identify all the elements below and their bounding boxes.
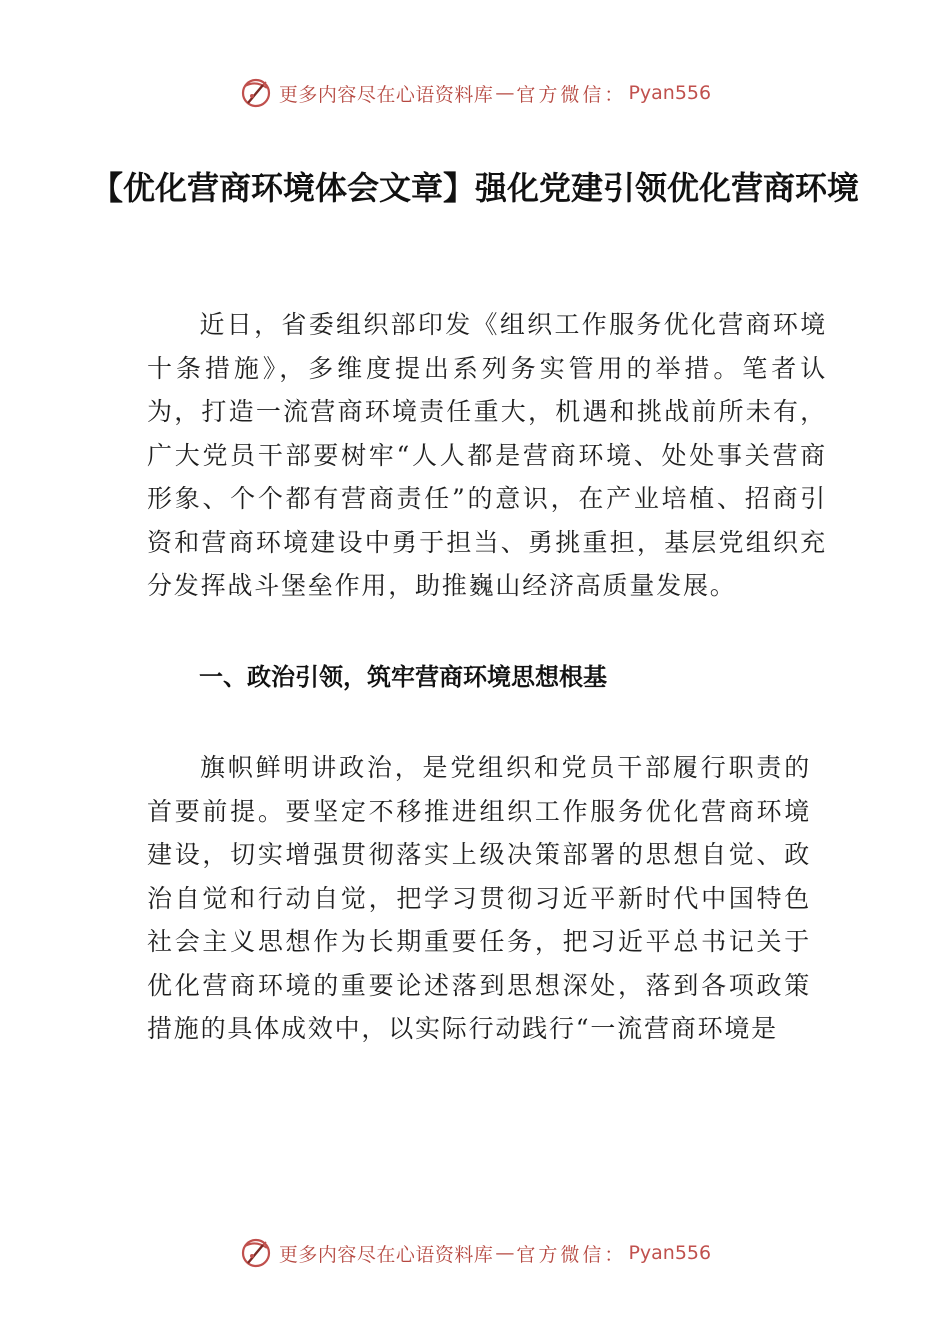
pen-logo-icon: [239, 1236, 273, 1270]
watermark-wechat-id: Pyan556: [628, 1242, 712, 1264]
watermark-wechat-label: 官方微信：: [516, 83, 627, 106]
header-watermark: [0, 73, 950, 113]
section-heading: 一、政治引领，筑牢营商环境思想根基: [199, 663, 607, 691]
watermark-dash: —: [495, 1242, 515, 1264]
watermark-dash: —: [495, 82, 515, 104]
paragraph-text: 旗帜鲜明讲政治，是党组织和党员干部履行职责的首要前提。要坚定不移推进组织工作服务优化营商环境建设，切实增强贯彻落实上级决策部署的思想自觉、政治自觉和行动自觉，把学习贯彻习近平新时代中国特色社会主义思想作为长期重要任务，把习近平总书记关于优化营商环境的重要论述落到思想深处，落到各项政策措施的具体成效中，以实际行动践行“一流营商环境是: [147, 753, 811, 1043]
body-paragraph: [147, 746, 811, 1051]
footer-watermark: [0, 1233, 950, 1273]
watermark-text: 更多内容尽在心语资料库: [278, 83, 494, 106]
body-paragraph: [147, 303, 827, 608]
paragraph-text: 近日，省委组织部印发《组织工作服务优化营商环境十条措施》，多维度提出系列务实管用的举措。笔者认为，打造一流营商环境责任重大，机遇和挑战前所未有， 广大党员干部要树牢“人人都是营商环境、处处事关营商形象、个个都有营商责任”的意识，在产业培植、招商引资和营商环境建设中勇于担当、勇挑重担，基层党组织充分发挥战斗堡垒作用，助推巍山经济高质量发展。: [147, 310, 827, 600]
pen-logo-icon: [239, 76, 273, 110]
watermark-text: 更多内容尽在心语资料库: [278, 1243, 494, 1266]
watermark-wechat-label: 官方微信：: [516, 1243, 627, 1266]
document-title: 【优化营商环境体会文章】强化党建引领优化营商环境: [90, 169, 859, 207]
watermark-wechat-id: Pyan556: [628, 82, 712, 104]
